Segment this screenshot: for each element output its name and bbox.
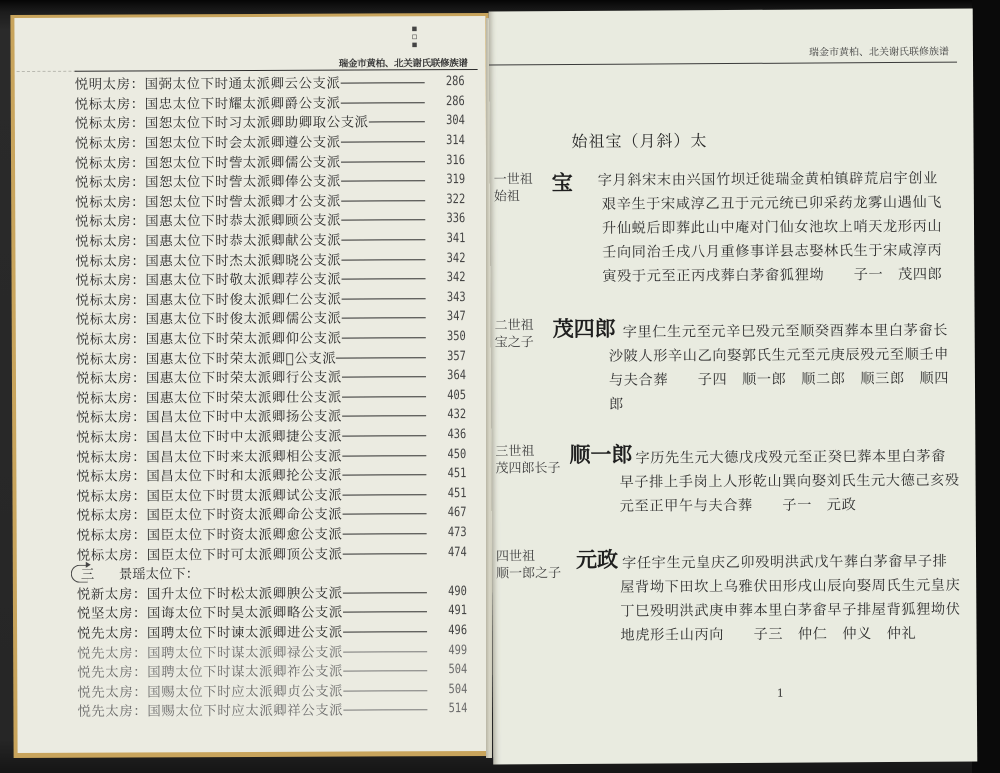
toc-entry[interactable] xyxy=(75,92,465,113)
left-page-paper xyxy=(14,16,488,753)
genealogy-entry xyxy=(495,315,958,428)
toc-entry-title: 悦标太房：国昌太位下时中太派卿扬公支派 xyxy=(76,409,343,427)
toc-entry-page: 322 xyxy=(446,191,466,208)
leader-line xyxy=(342,533,426,534)
toc-entry[interactable] xyxy=(77,523,467,544)
leader-line xyxy=(342,494,426,495)
running-header-right: 瑞金市黄柏、北关谢氏联修族谱 xyxy=(489,44,957,66)
biography xyxy=(619,445,960,519)
bio-line: 屋背坳下田坎上乌雅伏田形戌山辰向娶周氏生元皇庆 xyxy=(620,577,961,596)
toc-entry[interactable] xyxy=(76,405,466,426)
bio-line: 与夫合葬 子四 顺一郎 顺二郎 顺三郎 顺四 xyxy=(608,370,950,389)
right-page xyxy=(489,9,978,765)
toc-entry-title: 悦标太房：国惠太位下时荣太派卿仕公支派 xyxy=(76,390,342,407)
biography xyxy=(622,550,961,648)
bio-line: 字月斜宋末由兴国竹坝迁徙瑞金黄柏镇辟荒启宇创业 xyxy=(597,170,938,189)
toc-entry-title: 悦标太房：国惠太位下时荣太派卿仰公支派 xyxy=(75,331,342,348)
leader-line xyxy=(343,651,427,652)
toc-entry-page: 490 xyxy=(448,583,467,599)
toc-entry-page: 342 xyxy=(446,270,466,286)
toc-entry-title: 悦标太房：国惠太位下时俊太派卿儒公支派 xyxy=(75,312,342,329)
person-name: 顺一郎 xyxy=(569,441,633,468)
page-title: 始祖宝（月斜）太 xyxy=(571,131,708,151)
leader-line xyxy=(341,200,425,201)
relation: 宝之子 xyxy=(494,335,534,351)
toc-entry-page: 343 xyxy=(446,289,466,305)
bio-line: 壬向同治壬戌八月重修事详县志娶林氏生于宋咸淳丙 xyxy=(602,242,943,261)
toc-entry-title: 悦标太房：国昌太位下时和太派卿抡公支派 xyxy=(76,468,343,485)
toc-entry[interactable] xyxy=(77,601,467,622)
leader-line xyxy=(341,239,425,240)
bio-line: 郎 xyxy=(609,396,624,413)
handwritten-arrow-icon xyxy=(71,565,88,583)
leader-line xyxy=(342,376,426,377)
toc-entry-title: 悦先太房：国赐太位下时应太派卿祥公支派 xyxy=(77,703,344,721)
toc-entry-page: 473 xyxy=(447,525,467,541)
toc-section-heading xyxy=(77,562,467,583)
toc-entry-title: 悦标太房：国惠太位下时恭太派卿顾公支派 xyxy=(75,214,342,231)
toc-entry-page: 504 xyxy=(448,681,468,697)
leader-line xyxy=(343,612,427,613)
toc-entry-title: 悦先太房：国聘太位下时谋太派卿祚公支派 xyxy=(77,664,344,681)
toc-entry-page: 491 xyxy=(448,603,468,619)
toc-entry-title: 悦标太房：国恕太位下时訾太派卿俸公支派 xyxy=(75,174,341,192)
toc-entry-page: 336 xyxy=(446,211,466,227)
toc-entry[interactable] xyxy=(77,660,467,681)
toc-entry-title: 悦标太房：国臣太位下时资太派卿命公支派 xyxy=(76,507,343,525)
generation: 三世祖 xyxy=(495,444,535,460)
toc-entry[interactable] xyxy=(75,170,465,191)
toc-entry[interactable] xyxy=(77,621,467,642)
bio-line: 沙陂人形辛山乙向娶郭氏生元至元庚辰殁元至顺壬申 xyxy=(608,346,949,365)
toc-entry-page: 474 xyxy=(447,544,467,560)
leader-line xyxy=(342,474,426,475)
genealogy-entry xyxy=(495,441,960,524)
section-title: 景瑶太位下： xyxy=(118,567,200,583)
toc-entry-page: 341 xyxy=(446,231,466,247)
leader-line xyxy=(342,435,426,436)
toc-entry[interactable] xyxy=(76,386,466,407)
toc-entry-title: 悦标太房：国臣太位下时可太派卿顶公支派 xyxy=(76,547,343,564)
toc-entry-page: 364 xyxy=(447,368,466,384)
leader-line xyxy=(341,220,425,221)
toc-entry-title: 悦先太房：国聘太位下时谏太派卿进公支派 xyxy=(77,625,343,642)
toc-entry-title: 悦标太房：国恕太位下时会太派卿遵公支派 xyxy=(74,135,341,152)
generation-label xyxy=(494,171,533,205)
toc-entry-page: 350 xyxy=(446,329,466,345)
leader-line xyxy=(341,298,425,299)
leader-line xyxy=(343,631,427,632)
leader-line xyxy=(343,690,427,691)
leader-line xyxy=(341,259,425,260)
leader-line xyxy=(343,553,427,554)
leader-line xyxy=(342,318,426,319)
bio-line: 地虎形壬山丙向 子三 仲仁 仲义 仲礼 xyxy=(620,625,917,644)
toc-entry-page: 357 xyxy=(447,348,466,364)
toc-entry-page: 499 xyxy=(448,642,468,658)
toc-entry[interactable] xyxy=(76,464,466,485)
leader-line xyxy=(341,278,425,279)
leader-line xyxy=(369,122,425,123)
leader-line xyxy=(342,455,426,456)
toc-entry-title: 悦标太房：国惠太位下时恭太派卿献公支派 xyxy=(75,233,342,250)
leader-line xyxy=(341,161,425,162)
toc-entry-page: 316 xyxy=(446,152,466,168)
leader-line xyxy=(342,396,426,397)
toc-entry-page: 504 xyxy=(448,662,468,678)
toc-entry[interactable] xyxy=(75,111,465,132)
toc-entry[interactable] xyxy=(75,150,465,171)
genealogy-entry xyxy=(494,169,957,302)
toc-entry-page: 304 xyxy=(446,113,465,129)
toc-entry-page: 286 xyxy=(445,93,465,110)
bio-line: 元至正甲午与夫合葬 子一 元政 xyxy=(619,497,857,515)
leader-line xyxy=(341,141,425,142)
toc-entry-page: 496 xyxy=(448,622,468,639)
toc-entry-title: 悦标太房：国恕太位下时訾太派卿才公支派 xyxy=(75,194,342,211)
toc-entry-page: 314 xyxy=(446,133,465,149)
page-number: 1 xyxy=(776,686,784,700)
generation: 一世祖 xyxy=(493,172,533,188)
toc-entry-title: 悦标太房：国恕太位下时訾太派卿儒公支派 xyxy=(74,155,341,172)
running-header-left: 瑞金市黄柏、北关谢氏联修族谱 xyxy=(75,55,478,72)
toc-entry[interactable] xyxy=(75,248,465,269)
toc-entry[interactable] xyxy=(76,346,466,367)
toc-entry[interactable] xyxy=(77,699,467,720)
toc-entry[interactable] xyxy=(76,307,466,328)
toc-entry-page: 405 xyxy=(447,387,467,403)
section-number: 三 xyxy=(80,567,95,583)
bio-line: 字任宇生元皇庆乙卯殁明洪武戊午葬白茅畲早子排 xyxy=(622,553,948,572)
toc-entry-title: 悦先太房：国赐太位下时应太派卿贞公支派 xyxy=(77,684,344,701)
toc-entry[interactable] xyxy=(75,131,465,152)
person-name: 茂四郎 xyxy=(552,315,616,342)
toc-entry-page: 450 xyxy=(447,446,467,462)
toc-entry[interactable] xyxy=(75,268,465,289)
bio-line: 字历先生元大德戊戌殁元至正癸巳葬本里白茅畲 xyxy=(635,448,947,467)
leader-line xyxy=(343,592,427,593)
toc-entry[interactable] xyxy=(77,503,467,524)
leader-line xyxy=(343,670,427,671)
toc-entry-page: 436 xyxy=(447,427,467,443)
toc-entry-title: 悦标太房：国臣太位下时贯太派卿试公支派 xyxy=(76,488,343,505)
table-of-contents xyxy=(75,72,468,720)
toc-entry-page: 514 xyxy=(448,701,468,717)
generation: 二世祖 xyxy=(494,318,534,334)
left-page xyxy=(10,13,491,758)
toc-entry-title: 悦标太房：国惠太位下时俊太派卿仁公支派 xyxy=(75,292,342,309)
toc-entry-page: 342 xyxy=(446,250,466,266)
generation-label xyxy=(495,443,560,477)
toc-entry-page: 451 xyxy=(447,485,467,501)
bio-line: 早子排上手岗上人形乾山巽向娶刘氏生元大德己亥殁 xyxy=(619,472,960,491)
toc-entry-page: 347 xyxy=(446,309,466,325)
toc-entry-page: 319 xyxy=(446,172,466,188)
toc-entry-page: 451 xyxy=(447,466,467,482)
toc-entry-title: 悦标太房：国惠太位下时荣太派卿𠨖公支派 xyxy=(75,351,337,368)
toc-entry-title: 悦标太房：国忠太位下时耀太派卿爵公支派 xyxy=(74,96,341,113)
toc-entry-title: 悦标太房：国臣太位下时资太派卿愈公支派 xyxy=(76,527,343,544)
toc-entry[interactable] xyxy=(76,484,466,505)
leader-line xyxy=(341,102,425,103)
toc-entry-page: 432 xyxy=(447,407,467,423)
bio-line: 寅殁于元至正丙戌葬白茅畲狐狸坳 子一 茂四郎 xyxy=(602,266,943,285)
toc-entry[interactable] xyxy=(76,366,466,387)
biography xyxy=(608,319,950,417)
toc-entry-title: 悦标太房：国惠太位下时荣太派卿行公支派 xyxy=(75,370,342,387)
toc-entry[interactable] xyxy=(76,444,466,465)
relation: 茂四郎长子 xyxy=(495,461,561,477)
bio-line: 升仙蜕后即葬此山中庵对门仙女池坎上哨天龙形丙山 xyxy=(601,218,943,237)
bio-line: 字里仁生元至元辛巳殁元至顺癸酉葬本里白茅畲长 xyxy=(622,322,949,341)
toc-entry[interactable] xyxy=(75,190,465,211)
toc-entry[interactable] xyxy=(77,640,467,661)
biography xyxy=(598,167,943,289)
toc-entry[interactable] xyxy=(77,581,467,602)
toc-entry[interactable] xyxy=(75,229,465,250)
toc-entry-title: 悦标太房：国惠太位下时敬太派卿荐公支派 xyxy=(75,272,342,289)
toc-entry[interactable] xyxy=(75,209,465,230)
leader-line xyxy=(342,337,426,338)
bio-line: 艰辛生于宋咸淳乙丑于元元统已卯采药龙雾山遇仙飞 xyxy=(601,194,943,213)
leader-line xyxy=(343,710,427,711)
leader-line xyxy=(341,181,425,182)
toc-entry-title: 悦标太房：国昌太位下时中太派卿捷公支派 xyxy=(76,429,343,446)
toc-entry-title: 悦先太房：国聘太位下时谋太派卿禄公支派 xyxy=(77,645,344,662)
toc-entry-title: 悦标太房：国昌太位下时来太派卿相公支派 xyxy=(76,449,343,466)
bio-line: 丁巳殁明洪武庚申葬本里白茅畲早子排屋背狐狸坳伏 xyxy=(620,601,961,620)
toc-entry-title: 悦新太房：国升太位下时松太派卿腴公支派 xyxy=(76,586,343,603)
toc-entry-title: 悦标太房：国恕太位下时习太派卿助卿取公支派 xyxy=(74,115,369,133)
toc-entry-title: 悦坚太房：国诲太位下时昊太派卿略公支派 xyxy=(76,605,343,623)
relation: 顺一郎之子 xyxy=(496,566,562,582)
leader-line xyxy=(342,514,426,515)
toc-entry[interactable] xyxy=(77,542,467,563)
toc-entry-title: 悦明太房：国弼太位下时通太派卿云公支派 xyxy=(74,76,341,94)
relation: 始祖 xyxy=(493,189,520,205)
toc-entry[interactable] xyxy=(76,327,466,348)
generation-label xyxy=(496,548,561,582)
genealogy-entry xyxy=(496,546,959,649)
generation-label xyxy=(495,317,534,351)
generation: 四世祖 xyxy=(495,549,536,565)
person-name: 元政 xyxy=(575,546,619,572)
leader-line xyxy=(336,357,426,358)
person-name: 宝 xyxy=(551,169,573,196)
toc-entry-page: 286 xyxy=(445,74,465,90)
toc-entry-page: 467 xyxy=(447,505,467,521)
toc-entry[interactable] xyxy=(76,288,466,309)
toc-entry[interactable] xyxy=(76,425,466,446)
toc-entry-title: 悦标太房：国惠太位下时杰太派卿晓公支派 xyxy=(75,253,342,270)
ink-smudge: ▪▫▪ xyxy=(409,24,420,49)
leader-line xyxy=(342,416,426,417)
toc-entry[interactable] xyxy=(75,72,465,93)
leader-line xyxy=(341,83,425,84)
header-rule-ghost xyxy=(17,71,77,72)
toc-entry[interactable] xyxy=(77,679,467,700)
